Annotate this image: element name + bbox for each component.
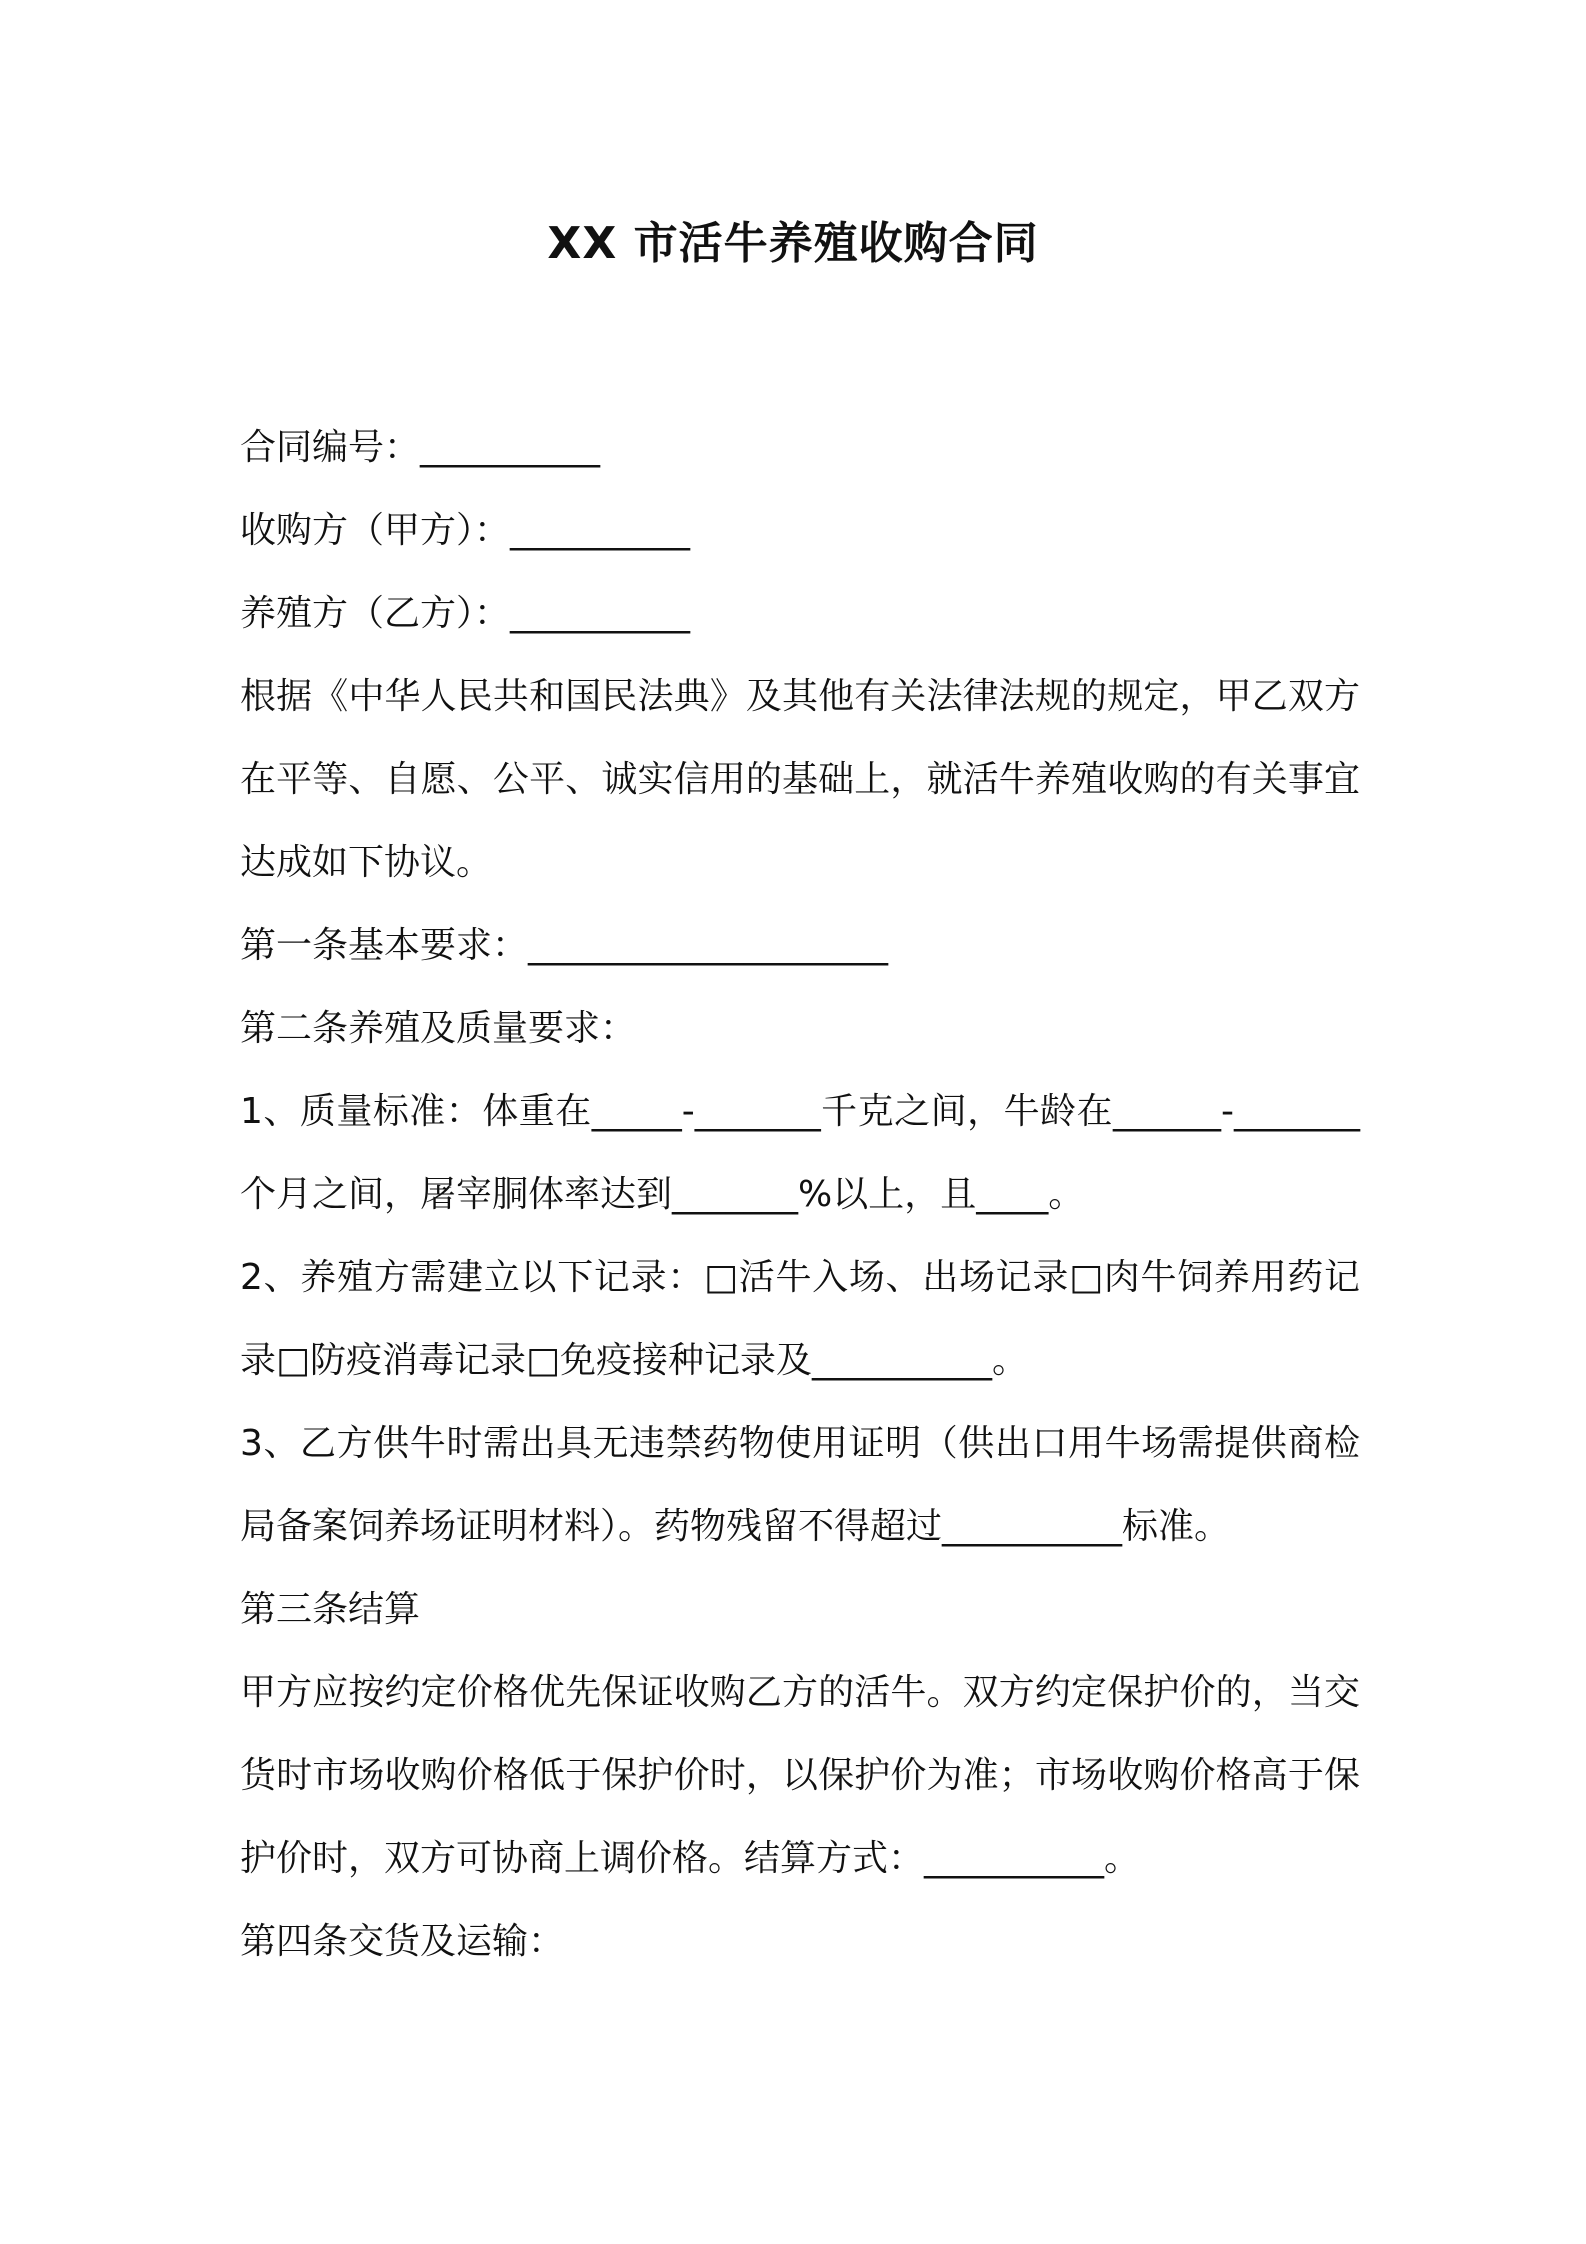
article-3-paragraph: 甲方应按约定价格优先保证收购乙方的活牛。双方约定保护价的，当交货时市场收购价格低于保护价时，以保护价为准；市场收购价格高于保护价时，双方可协商上调价格。结算方式：__________。 <box>240 1672 1360 1879</box>
article-2-item-1: 1、质量标准：体重在_____-_______千克之间，牛龄在______-_______个月之间，屠宰胴体率达到_______%以上，且____。 <box>240 1091 1360 1215</box>
breeder-line: 养殖方（乙方）：__________ <box>240 593 691 634</box>
article-1-heading: 第一条基本要求：____________________ <box>240 925 889 966</box>
document-title: XX 市活牛养殖收购合同 <box>547 218 1039 269</box>
article-2-item-3: 3、乙方供牛时需出具无违禁药物使用证明（供出口用牛场需提供商检局备案饲养场证明材料）。药物残留不得超过__________标准。 <box>240 1423 1360 1547</box>
article-2-heading: 第二条养殖及质量要求： <box>240 1008 637 1049</box>
contract-number-line: 合同编号：__________ <box>240 427 601 468</box>
article-2-item-2: 2、养殖方需建立以下记录：□活牛入场、出场记录□肉牛饲养用药记录□防疫消毒记录□免疫接种记录及__________。 <box>240 1257 1360 1381</box>
buyer-line: 收购方（甲方）：__________ <box>240 510 691 551</box>
article-3-heading: 第三条结算 <box>240 1589 421 1630</box>
preamble-paragraph: 根据《中华人民共和国民法典》及其他有关法律法规的规定，甲乙双方在平等、自愿、公平、诚实信用的基础上，就活牛养殖收购的有关事宜达成如下协议。 <box>240 676 1360 883</box>
article-4-heading: 第四条交货及运输： <box>240 1921 565 1962</box>
document-body <box>240 406 1360 1983</box>
